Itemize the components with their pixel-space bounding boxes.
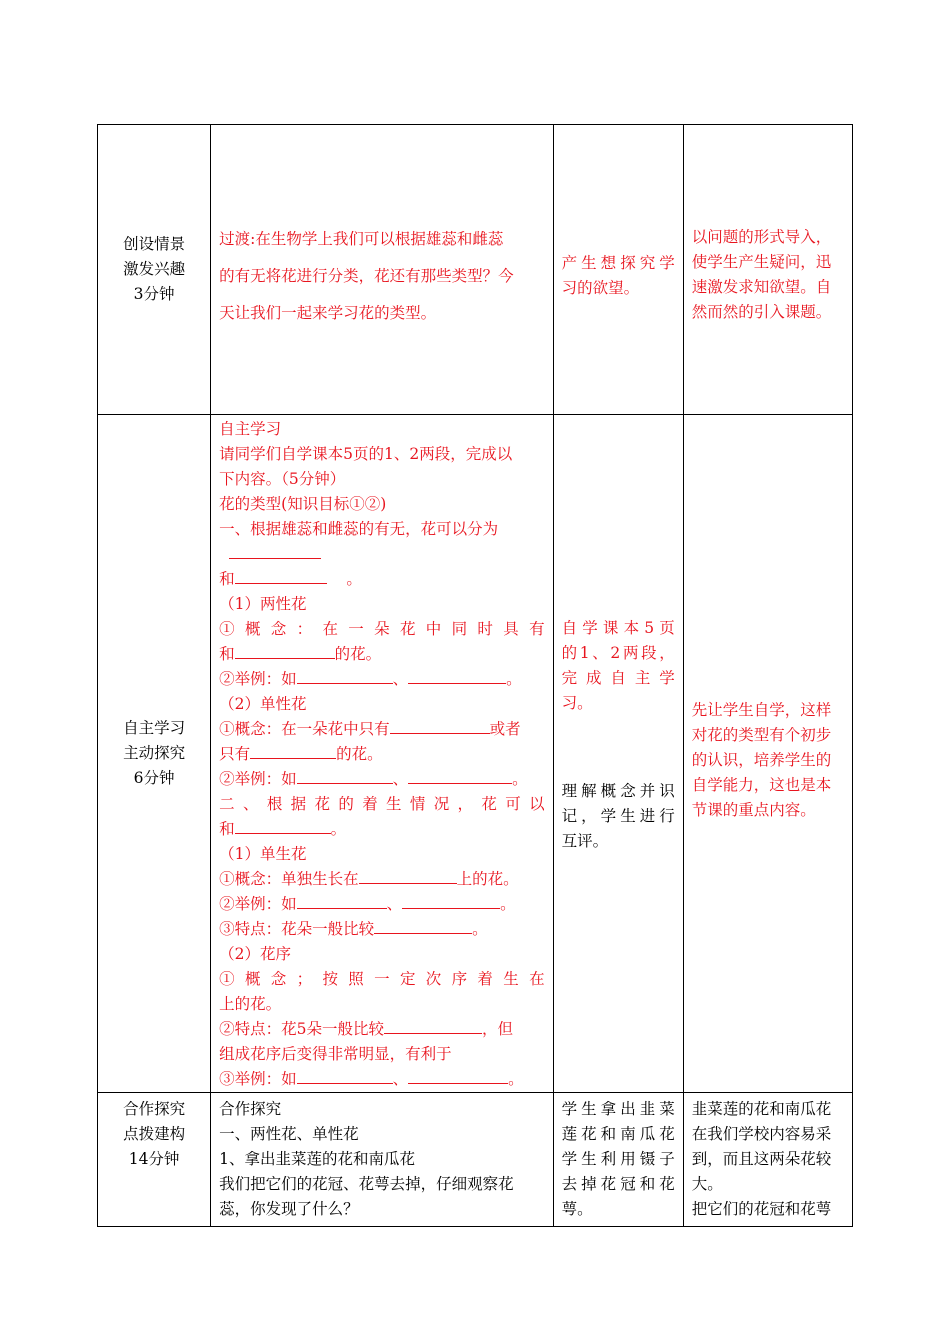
answer-blank[interactable]: [359, 867, 457, 884]
teacher-text: ①概念；按照一定次序着生在: [219, 970, 545, 988]
design-intent-cell: [683, 1093, 852, 1227]
stage-line: 主动探究: [123, 744, 186, 762]
teacher-text: （2）单性花: [219, 695, 307, 713]
stage-line: 3分钟: [133, 285, 175, 303]
teacher-text: 一、两性花、单性花: [219, 1125, 359, 1143]
teacher-text: 请同学们自学课本5页的1、2两段，完成以: [219, 445, 513, 463]
teacher-activity-cell: [211, 415, 553, 1093]
answer-blank[interactable]: [297, 1067, 393, 1084]
intent-text: 到，而且这两朵花较: [691, 1150, 832, 1168]
teacher-text: ②举例：如 、 。: [219, 667, 544, 692]
teacher-text: （2）花序: [219, 945, 292, 963]
answer-blank[interactable]: [408, 667, 506, 684]
student-text: 完成自主学: [561, 669, 675, 687]
intent-text: 对花的类型有个初步: [691, 726, 832, 744]
intent-text: 然而然的引入课题。: [691, 302, 832, 321]
lesson-plan-table: [97, 124, 853, 1227]
answer-blank[interactable]: [297, 667, 393, 684]
intent-text: 韭菜莲的花和南瓜花: [691, 1100, 832, 1118]
answer-blank[interactable]: [297, 892, 387, 909]
intent-text: 节课的重点内容。: [691, 801, 816, 819]
stage-cell: [98, 125, 211, 415]
stage-cell: [98, 415, 211, 1093]
answer-blank[interactable]: [250, 742, 336, 759]
answer-blank[interactable]: [408, 767, 512, 784]
answer-blank[interactable]: [374, 917, 472, 934]
teacher-text: 二、根据花的着生情况，花可以: [219, 795, 545, 813]
teacher-text: （1）两性花: [219, 595, 307, 613]
table-row: [98, 125, 853, 415]
stage-line: 14分钟: [128, 1150, 180, 1168]
teacher-text: ①概念：在一朵花中只有 或者: [219, 717, 544, 742]
student-text: 产生想探究学: [561, 253, 675, 272]
teacher-text: 和 。: [219, 567, 544, 592]
teacher-text: 天让我们一起来学习花的类型。: [219, 304, 437, 322]
intent-text: 在我们学校内容易采: [691, 1125, 832, 1143]
teacher-activity-cell: [211, 1093, 553, 1227]
teacher-text: 自主学习: [219, 420, 282, 438]
student-text: 学生拿出韭菜: [561, 1100, 675, 1118]
answer-blank[interactable]: [229, 542, 321, 559]
student-text: 习的欲望。: [561, 278, 640, 297]
answer-blank[interactable]: [235, 567, 327, 584]
student-text: 习。: [561, 694, 593, 712]
answer-blank[interactable]: [235, 817, 331, 834]
teacher-text: 和 。: [219, 817, 544, 842]
student-text: 理解概念并识: [561, 782, 675, 800]
student-text: 莲花和南瓜花: [561, 1125, 675, 1143]
teacher-text: ②特点：花5朵一般比较 ，但: [219, 1017, 544, 1042]
teacher-text: ①概念：在一朵花中同时具有: [219, 620, 545, 638]
teacher-text: 上的花。: [219, 995, 282, 1013]
intent-text: 把它们的花冠和花萼: [691, 1200, 832, 1218]
student-text: 自学课本5页: [561, 619, 675, 637]
student-activity-cell: [553, 1093, 683, 1227]
teacher-text: ③特点：花朵一般比较 。: [219, 917, 544, 942]
teacher-text: （1）单生花: [219, 845, 307, 863]
student-text: 的1、2两段，: [561, 644, 675, 662]
stage-line: 激发兴趣: [123, 260, 186, 278]
teacher-text: 下内容。（5分钟）: [219, 470, 346, 488]
teacher-text: ②举例：如 、 。: [219, 892, 544, 917]
student-text: 互评。: [561, 832, 609, 850]
student-text: 记，学生进行: [561, 807, 675, 825]
design-intent-cell: [683, 415, 852, 1093]
answer-blank[interactable]: [297, 767, 393, 784]
teacher-text: ②举例：如 、 。: [219, 767, 544, 792]
student-text: 去掉花冠和花: [561, 1175, 675, 1193]
answer-blank[interactable]: [402, 892, 500, 909]
stage-line: 6分钟: [133, 769, 175, 787]
stage-line: 自主学习: [123, 719, 186, 737]
teacher-text: 的有无将花进行分类，花还有那些类型？今: [219, 267, 514, 285]
intent-text: 自学能力，这也是本: [691, 776, 832, 794]
intent-text: 使学生产生疑问，迅: [691, 252, 832, 271]
teacher-text: ③举例：如 、 。: [219, 1067, 544, 1092]
design-intent-cell: [683, 125, 852, 415]
teacher-text: 1、拿出韭菜莲的花和南瓜花: [219, 1150, 416, 1168]
intent-text: 的认识，培养学生的: [691, 751, 832, 769]
intent-text: 先让学生自学，这样: [691, 701, 832, 719]
teacher-text: 我们把它们的花冠、花萼去掉，仔细观察花: [219, 1175, 514, 1193]
stage-line: 创设情景: [123, 235, 186, 253]
teacher-text: 一、根据雄蕊和雌蕊的有无，花可以分为: [219, 517, 544, 567]
answer-blank[interactable]: [390, 717, 490, 734]
stage-line: 合作探究: [123, 1100, 186, 1118]
teacher-text: 花的类型(知识目标①②): [219, 495, 387, 513]
student-activity-cell: [553, 125, 683, 415]
intent-text: 以问题的形式导入，: [691, 227, 832, 246]
stage-line: 点拨建构: [123, 1125, 186, 1143]
student-text: 学生利用镊子: [561, 1150, 675, 1168]
teacher-text: 只有 的花。: [219, 742, 544, 767]
teacher-activity-cell: [211, 125, 553, 415]
student-activity-cell: [553, 415, 683, 1093]
answer-blank[interactable]: [384, 1017, 482, 1034]
stage-cell: [98, 1093, 211, 1227]
answer-blank[interactable]: [408, 1067, 508, 1084]
teacher-text: 组成花序后变得非常明显，有利于: [219, 1045, 452, 1063]
teacher-text: 合作探究: [219, 1100, 282, 1118]
answer-blank[interactable]: [235, 642, 335, 659]
teacher-text: 蕊，你发现了什么？: [219, 1200, 359, 1218]
intent-text: 大。: [691, 1175, 723, 1193]
teacher-text: ①概念：单独生长在 上的花。: [219, 867, 544, 892]
intent-text: 速激发求知欲望。自: [691, 277, 832, 296]
table-row: [98, 415, 853, 1093]
student-text: 萼。: [561, 1200, 593, 1218]
table-row: [98, 1093, 853, 1227]
teacher-text: 过渡:在生物学上我们可以根据雄蕊和雌蕊: [219, 230, 504, 248]
teacher-text: 和 的花。: [219, 642, 544, 667]
